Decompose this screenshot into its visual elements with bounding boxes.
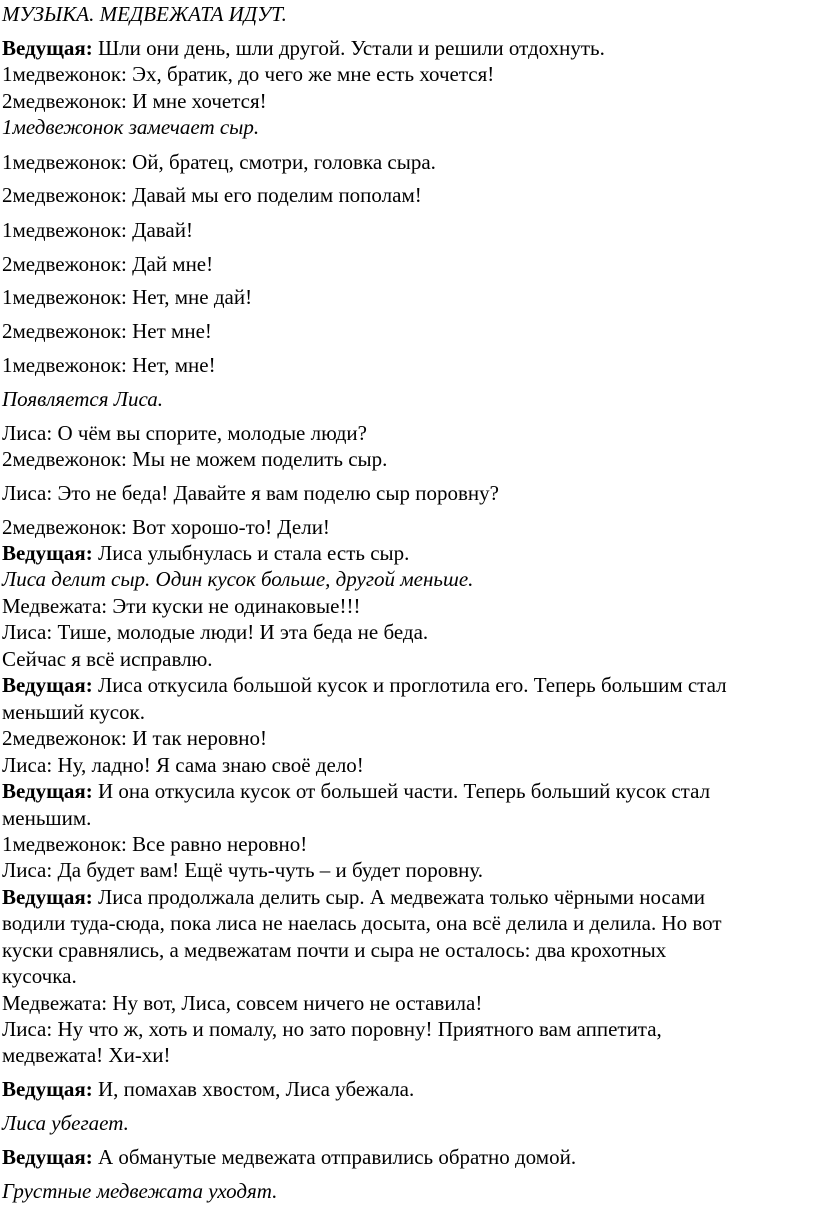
text-line: 1медвежонок: Все равно неровно! xyxy=(2,832,308,856)
text-line: 2медвежонок: Давай мы его поделим пополам! xyxy=(2,183,422,207)
text-line: медвежата! Хи-хи! xyxy=(2,1043,171,1067)
text-line: 2медвежонок: Дай мне! xyxy=(2,252,214,276)
line-text: А обманутые медвежата отправились обратно домой. xyxy=(92,1145,577,1169)
text-line: Лиса: Ну, ладно! Я сама знаю своё дело! xyxy=(2,753,364,777)
text-line xyxy=(2,1145,576,1169)
text-line: Лиса: О чём вы спорите, молодые люди? xyxy=(2,421,367,445)
text-line: Лиса: Да будет вам! Ещё чуть-чуть – и будет поровну. xyxy=(2,858,484,882)
line-text: Лиса продолжала делить сыр. А медвежата только чёрными носами xyxy=(92,885,705,909)
speaker-label: Ведущая: xyxy=(2,1077,93,1101)
line-text: И, помахав хвостом, Лиса убежала. xyxy=(92,1077,415,1101)
speaker-label: Ведущая: xyxy=(2,36,93,60)
speaker-label: Ведущая: xyxy=(2,1145,93,1169)
text-line: меньший кусок. xyxy=(2,700,146,724)
text-line: Медвежата: Эти куски не одинаковые!!! xyxy=(2,594,361,618)
speaker-label: Ведущая: xyxy=(2,673,93,697)
text-line: Медвежата: Ну вот, Лиса, совсем ничего не оставила! xyxy=(2,991,483,1015)
text-line xyxy=(2,885,705,909)
text-line xyxy=(2,779,710,803)
text-line: 1медвежонок замечает сыр. xyxy=(2,115,260,139)
speaker-label: Ведущая: xyxy=(2,885,93,909)
text-line: 2медвежонок: Вот хорошо-то! Дели! xyxy=(2,515,330,539)
text-line: 2медвежонок: И мне хочется! xyxy=(2,89,267,113)
text-line xyxy=(2,36,605,60)
text-line: 1медвежонок: Нет, мне дай! xyxy=(2,285,253,309)
text-line xyxy=(2,541,409,565)
text-line: Грустные медвежата уходят. xyxy=(2,1179,278,1203)
text-line xyxy=(2,1077,414,1101)
text-line: 2медвежонок: Нет мне! xyxy=(2,319,212,343)
line-text: Лиса откусила большой кусок и проглотила его. Теперь большим стал xyxy=(92,673,727,697)
text-line: водили туда-сюда, пока лиса не наелась досыта, она всё делила и делила. Но вот xyxy=(2,911,722,935)
text-line: 2медвежонок: Мы не можем поделить сыр. xyxy=(2,447,388,471)
text-line: Лиса делит сыр. Один кусок больше, другой меньше. xyxy=(2,567,474,591)
text-line: кусочка. xyxy=(2,964,77,988)
text-line: 1медвежонок: Ой, братец, смотри, головка сыра. xyxy=(2,150,436,174)
text-line: меньшим. xyxy=(2,806,92,830)
line-text: Шли они день, шли другой. Устали и решили отдохнуть. xyxy=(92,36,605,60)
text-line: Сейчас я всё исправлю. xyxy=(2,647,213,671)
text-line: МУЗЫКА. МЕДВЕЖАТА ИДУТ. xyxy=(2,2,287,26)
text-line: Лиса убегает. xyxy=(2,1111,129,1135)
text-line: Лиса: Это не беда! Давайте я вам поделю сыр поровну? xyxy=(2,481,499,505)
speaker-label: Ведущая: xyxy=(2,541,93,565)
line-text: И она откусила кусок от большей части. Теперь больший кусок стал xyxy=(92,779,711,803)
text-line: Лиса: Ну что ж, хоть и помалу, но зато поровну! Приятного вам аппетита, xyxy=(2,1017,662,1041)
text-line: куски сравнялись, а медвежатам почти и сыра не осталось: два крохотных xyxy=(2,938,667,962)
text-line: 1медвежонок: Эх, братик, до чего же мне есть хочется! xyxy=(2,62,495,86)
line-text: Лиса улыбнулась и стала есть сыр. xyxy=(92,541,410,565)
text-line: 1медвежонок: Давай! xyxy=(2,218,193,242)
text-line xyxy=(2,673,727,697)
text-line: 2медвежонок: И так неровно! xyxy=(2,726,267,750)
text-line: Лиса: Тише, молодые люди! И эта беда не беда. xyxy=(2,620,429,644)
speaker-label: Ведущая: xyxy=(2,779,93,803)
text-line: Появляется Лиса. xyxy=(2,387,163,411)
text-line: 1медвежонок: Нет, мне! xyxy=(2,353,216,377)
